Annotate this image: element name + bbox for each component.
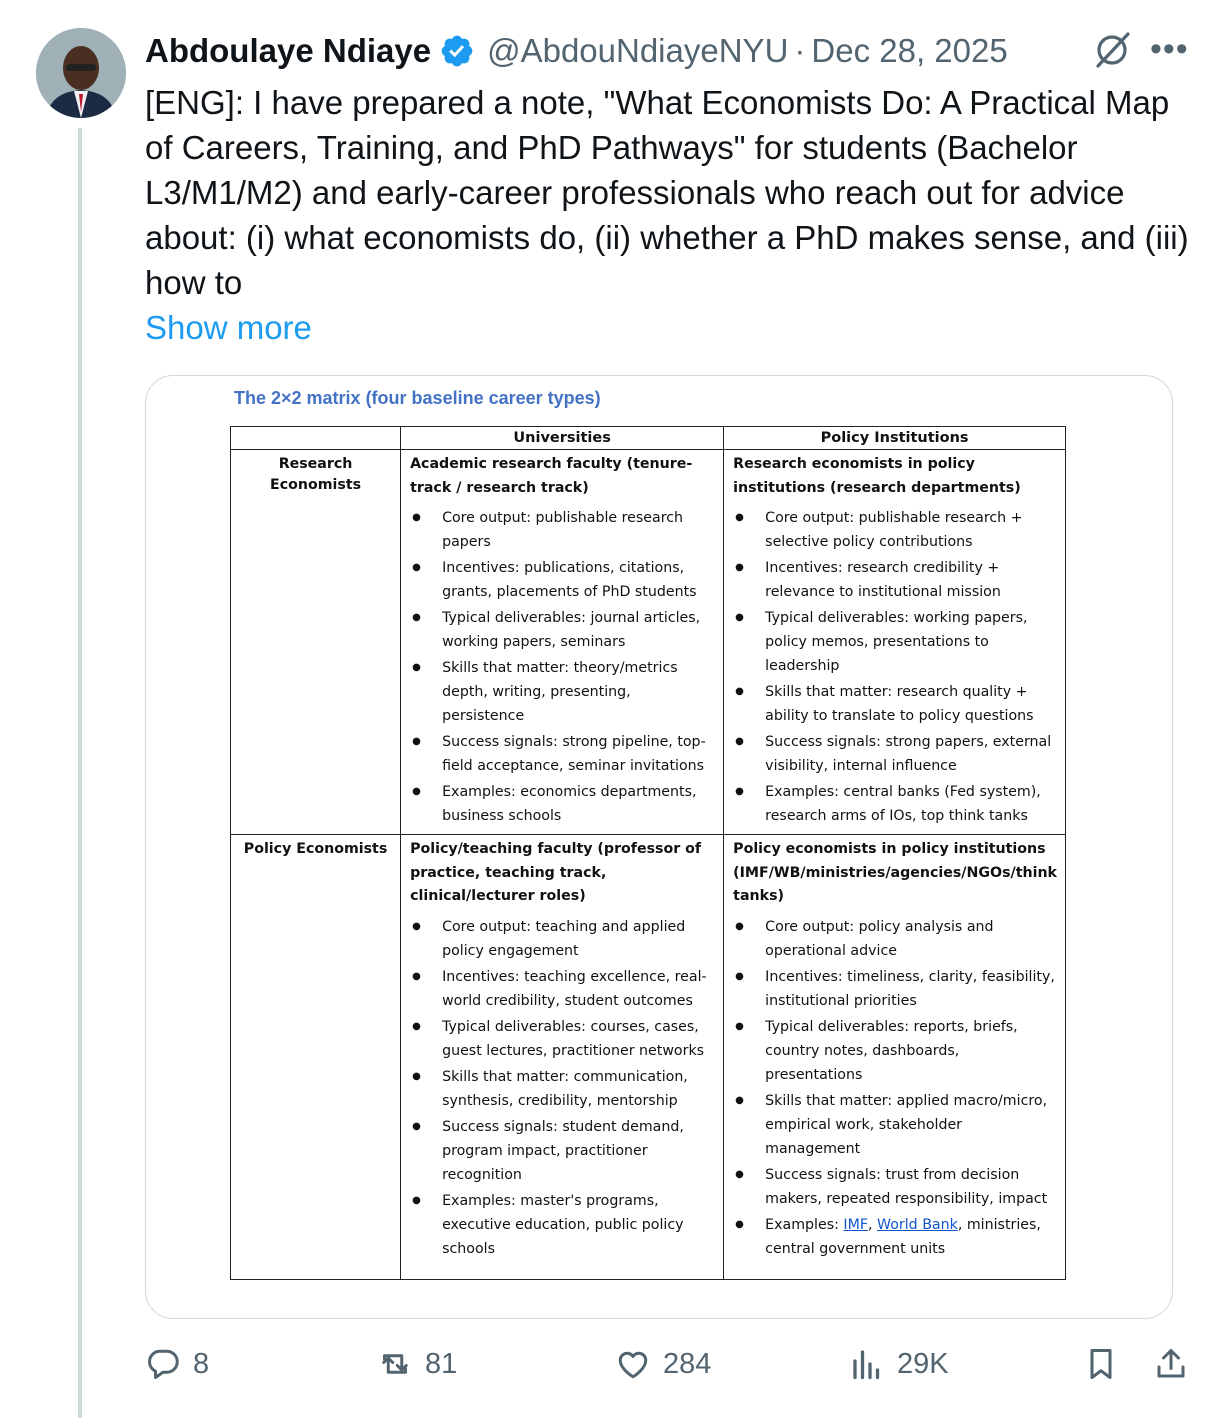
repost-icon bbox=[377, 1346, 413, 1382]
list-item: ● Incentives: publications, citations, grants, placements of PhD students bbox=[410, 556, 715, 604]
comma: , bbox=[868, 1216, 873, 1233]
avatar-image bbox=[36, 28, 126, 118]
share-icon bbox=[1153, 1346, 1189, 1382]
row-label: Research Economists bbox=[231, 450, 401, 835]
like-button[interactable] bbox=[615, 1346, 711, 1382]
table-cell bbox=[401, 450, 724, 835]
reply-button[interactable] bbox=[145, 1346, 209, 1382]
bookmark-button[interactable] bbox=[1083, 1346, 1119, 1382]
list-item: ● Core output: policy analysis and operational advice bbox=[733, 915, 1057, 963]
view-count: 29K bbox=[897, 1347, 949, 1380]
table-cell bbox=[724, 835, 1066, 1280]
bullet-list bbox=[733, 506, 1057, 828]
author-name[interactable]: Abdoulaye Ndiaye bbox=[145, 32, 432, 69]
analytics-icon bbox=[849, 1346, 885, 1382]
cell-title: Policy/teaching faculty (professor of practice, teaching track, clinical/lecturer roles) bbox=[410, 841, 702, 904]
table-cell bbox=[724, 450, 1066, 835]
list-item: ● Core output: publishable research papers bbox=[410, 506, 715, 554]
list-item: ● Examples: central banks (Fed system), research arms of IOs, top think tanks bbox=[733, 780, 1057, 828]
reply-icon bbox=[145, 1346, 181, 1382]
repost-count: 81 bbox=[425, 1347, 458, 1380]
tweet-header bbox=[145, 28, 1205, 74]
list-item: ● Core output: publishable research + selective policy contributions bbox=[733, 506, 1057, 554]
cell-title: Policy economists in policy institutions (IMF/WB/ministries/agencies/NGOs/think tanks) bbox=[733, 841, 1057, 904]
views-button[interactable] bbox=[849, 1346, 949, 1382]
action-bar bbox=[145, 1346, 1205, 1396]
separator-dot: · bbox=[794, 32, 806, 69]
bullet-list bbox=[733, 915, 1057, 1261]
list-item: ● Skills that matter: communication, synthesis, credibility, mentorship bbox=[410, 1065, 715, 1113]
list-item: ● Success signals: strong papers, external visibility, internal influence bbox=[733, 730, 1057, 778]
imf-link[interactable]: IMF bbox=[843, 1216, 868, 1233]
reply-count: 8 bbox=[193, 1347, 210, 1380]
column-header: Policy Institutions bbox=[724, 427, 1066, 450]
cell-title: Research economists in policy institutions (research departments) bbox=[733, 456, 1021, 496]
avatar[interactable] bbox=[36, 28, 126, 118]
grok-icon[interactable] bbox=[1090, 28, 1134, 72]
list-item: ● Typical deliverables: courses, cases, guest lectures, practitioner networks bbox=[410, 1015, 715, 1063]
list-item: ● Typical deliverables: working papers, policy memos, presentations to leadership bbox=[733, 606, 1057, 678]
table-row bbox=[231, 835, 1066, 1280]
list-item: ● Success signals: trust from decision makers, repeated responsibility, impact bbox=[733, 1163, 1057, 1211]
heart-icon bbox=[615, 1346, 651, 1382]
author-handle[interactable]: @AbdouNdiayeNYU bbox=[487, 32, 789, 69]
bullet-list bbox=[410, 506, 715, 828]
list-item: ● Incentives: research credibility + relevance to institutional mission bbox=[733, 556, 1057, 604]
like-count: 284 bbox=[663, 1347, 712, 1380]
list-item: ● Incentives: timeliness, clarity, feasibility, institutional priorities bbox=[733, 965, 1057, 1013]
list-item: ● Skills that matter: theory/metrics depth, writing, presenting, persistence bbox=[410, 656, 715, 728]
document-title: The 2×2 matrix (four baseline career types) bbox=[234, 388, 601, 408]
column-header: Universities bbox=[401, 427, 724, 450]
list-item: ● Core output: teaching and applied policy engagement bbox=[410, 915, 715, 963]
list-item: ● Typical deliverables: journal articles, working papers, seminars bbox=[410, 606, 715, 654]
world-bank-link[interactable]: World Bank bbox=[877, 1216, 958, 1233]
verified-badge-icon bbox=[439, 33, 475, 69]
list-item bbox=[733, 1213, 1057, 1261]
table-row bbox=[231, 450, 1066, 835]
repost-button[interactable] bbox=[377, 1346, 457, 1382]
tweet-date[interactable]: Dec 28, 2025 bbox=[811, 32, 1008, 69]
show-more-link[interactable]: Show more bbox=[145, 309, 312, 346]
list-item: ● Typical deliverables: reports, briefs, country notes, dashboards, presentations bbox=[733, 1015, 1057, 1087]
more-options-icon[interactable]: ••• bbox=[1150, 30, 1189, 68]
list-item: ● Success signals: student demand, program impact, practitioner recognition bbox=[410, 1115, 715, 1187]
media-image[interactable] bbox=[145, 375, 1173, 1319]
list-item: ● Incentives: teaching excellence, real-world credibility, student outcomes bbox=[410, 965, 715, 1013]
bullet-list bbox=[410, 915, 715, 1261]
list-item: ● Success signals: strong pipeline, top-field acceptance, seminar invitations bbox=[410, 730, 715, 778]
header-empty-cell bbox=[231, 427, 401, 450]
examples-prefix: Examples: bbox=[765, 1216, 844, 1233]
career-matrix-table bbox=[230, 426, 1066, 1280]
list-item: ● Examples: master's programs, executive education, public policy schools bbox=[410, 1189, 715, 1261]
table-cell bbox=[401, 835, 724, 1280]
list-item: ● Skills that matter: research quality + ability to translate to policy questions bbox=[733, 680, 1057, 728]
row-label: Policy Economists bbox=[231, 835, 401, 1280]
share-button[interactable] bbox=[1153, 1346, 1189, 1382]
table-header-row bbox=[231, 427, 1066, 450]
bookmark-icon bbox=[1083, 1346, 1119, 1382]
cell-title: Academic research faculty (tenure-track / research track) bbox=[410, 456, 693, 496]
list-item: ● Examples: economics departments, business schools bbox=[410, 780, 715, 828]
tweet-text: [ENG]: I have prepared a note, "What Economists Do: A Practical Map of Careers, Training, and PhD Pathways" for students (Bachelor L3/M1/M2) and early-career professionals who reach out for advice about: (i) what economists do, (ii) whether a PhD makes sense, and (iii) how to bbox=[145, 84, 1189, 301]
list-item: ● Skills that matter: applied macro/micro, empirical work, stakeholder management bbox=[733, 1089, 1057, 1161]
examples-suffix: , ministries, central government units bbox=[765, 1216, 1041, 1257]
thread-line bbox=[78, 128, 82, 1418]
